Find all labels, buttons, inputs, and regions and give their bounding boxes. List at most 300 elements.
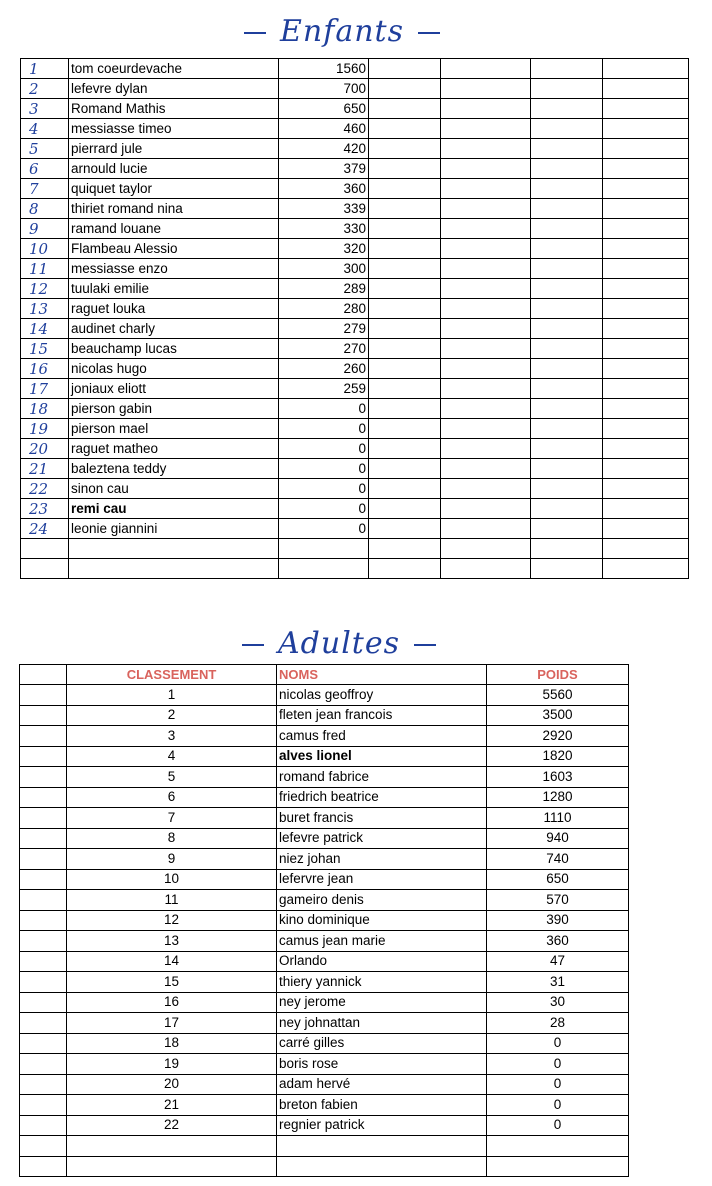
enfant-name: quiquet taylor	[69, 179, 279, 199]
empty-cell	[20, 849, 67, 870]
enfant-name: messiasse timeo	[69, 119, 279, 139]
enfant-number: 17	[21, 379, 69, 399]
adulte-weight: 5560	[487, 685, 629, 706]
empty-cell	[279, 539, 369, 559]
empty-cell	[369, 419, 441, 439]
adulte-rank: 9	[67, 849, 277, 870]
empty-cell	[531, 499, 603, 519]
empty-cell	[531, 319, 603, 339]
empty-cell	[441, 379, 531, 399]
enfants-row	[21, 99, 689, 119]
empty-cell	[369, 279, 441, 299]
enfant-points: 0	[279, 419, 369, 439]
empty-cell	[603, 359, 689, 379]
empty-cell	[531, 199, 603, 219]
adulte-name: buret francis	[277, 808, 487, 829]
empty-cell	[531, 159, 603, 179]
adultes-row	[20, 992, 629, 1013]
adulte-weight: 1110	[487, 808, 629, 829]
adulte-rank: 2	[67, 705, 277, 726]
enfants-table-body	[21, 59, 689, 579]
empty-cell	[20, 828, 67, 849]
adulte-name: lefevre patrick	[277, 828, 487, 849]
empty-cell	[21, 539, 69, 559]
empty-cell	[369, 379, 441, 399]
adulte-rank: 13	[67, 931, 277, 952]
enfant-points: 0	[279, 479, 369, 499]
empty-cell	[369, 119, 441, 139]
adulte-rank: 17	[67, 1013, 277, 1034]
enfant-number: 9	[21, 219, 69, 239]
empty-cell	[20, 951, 67, 972]
empty-cell	[603, 379, 689, 399]
empty-cell	[441, 259, 531, 279]
empty-cell	[603, 159, 689, 179]
adultes-row	[20, 1013, 629, 1034]
empty-cell	[603, 199, 689, 219]
empty-cell	[441, 119, 531, 139]
enfants-row	[21, 339, 689, 359]
empty-cell	[369, 239, 441, 259]
empty-cell	[20, 992, 67, 1013]
adulte-rank: 19	[67, 1054, 277, 1075]
adulte-weight: 47	[487, 951, 629, 972]
adulte-weight: 0	[487, 1033, 629, 1054]
enfant-points: 279	[279, 319, 369, 339]
adulte-name: breton fabien	[277, 1095, 487, 1116]
header-blank	[20, 665, 67, 685]
adulte-weight: 0	[487, 1095, 629, 1116]
empty-cell	[441, 179, 531, 199]
empty-cell	[531, 59, 603, 79]
enfants-row	[21, 519, 689, 539]
empty-cell	[369, 79, 441, 99]
enfant-name: joniaux eliott	[69, 379, 279, 399]
adultes-title	[228, 626, 450, 661]
enfant-number: 3	[21, 99, 69, 119]
empty-cell	[531, 279, 603, 299]
enfant-points: 460	[279, 119, 369, 139]
empty-cell	[20, 1033, 67, 1054]
enfants-empty-row	[21, 559, 689, 579]
enfant-name: messiasse enzo	[69, 259, 279, 279]
empty-cell	[531, 479, 603, 499]
adulte-weight: 570	[487, 890, 629, 911]
enfants-title-text: Enfants	[280, 14, 404, 49]
enfant-number: 8	[21, 199, 69, 219]
empty-cell	[20, 808, 67, 829]
empty-cell	[20, 726, 67, 747]
adulte-rank: 21	[67, 1095, 277, 1116]
empty-cell	[603, 119, 689, 139]
header-noms: NOMS	[277, 665, 487, 685]
adulte-weight: 3500	[487, 705, 629, 726]
empty-cell	[279, 559, 369, 579]
enfant-points: 0	[279, 439, 369, 459]
empty-cell	[531, 459, 603, 479]
enfant-name: pierson gabin	[69, 399, 279, 419]
enfant-name: raguet louka	[69, 299, 279, 319]
enfant-points: 289	[279, 279, 369, 299]
empty-cell	[487, 1136, 629, 1157]
enfant-number: 24	[21, 519, 69, 539]
empty-cell	[67, 1156, 277, 1177]
empty-cell	[20, 1115, 67, 1136]
enfant-points: 0	[279, 519, 369, 539]
empty-cell	[603, 339, 689, 359]
empty-cell	[369, 99, 441, 119]
empty-cell	[369, 359, 441, 379]
empty-cell	[369, 319, 441, 339]
empty-cell	[603, 279, 689, 299]
adulte-weight: 360	[487, 931, 629, 952]
empty-cell	[603, 439, 689, 459]
adulte-name: thiery yannick	[277, 972, 487, 993]
adultes-row	[20, 746, 629, 767]
enfant-name: tom coeurdevache	[69, 59, 279, 79]
empty-cell	[369, 259, 441, 279]
adulte-weight: 650	[487, 869, 629, 890]
adulte-name: adam hervé	[277, 1074, 487, 1095]
adulte-name: friedrich beatrice	[277, 787, 487, 808]
adultes-row	[20, 910, 629, 931]
title-dash	[418, 32, 440, 34]
empty-cell	[369, 459, 441, 479]
adulte-rank: 20	[67, 1074, 277, 1095]
empty-cell	[441, 319, 531, 339]
empty-cell	[603, 459, 689, 479]
enfants-row	[21, 439, 689, 459]
adulte-name: ney jerome	[277, 992, 487, 1013]
adulte-name: camus fred	[277, 726, 487, 747]
empty-cell	[369, 139, 441, 159]
adulte-rank: 8	[67, 828, 277, 849]
empty-cell	[531, 399, 603, 419]
empty-cell	[441, 79, 531, 99]
enfants-row	[21, 139, 689, 159]
empty-cell	[20, 705, 67, 726]
enfant-points: 379	[279, 159, 369, 179]
enfant-name: leonie giannini	[69, 519, 279, 539]
empty-cell	[531, 239, 603, 259]
enfants-row	[21, 259, 689, 279]
adultes-row	[20, 1095, 629, 1116]
empty-cell	[20, 1156, 67, 1177]
adulte-rank: 5	[67, 767, 277, 788]
adultes-row	[20, 705, 629, 726]
empty-cell	[531, 559, 603, 579]
adultes-row	[20, 1033, 629, 1054]
enfant-number: 15	[21, 339, 69, 359]
enfant-number: 7	[21, 179, 69, 199]
empty-cell	[369, 199, 441, 219]
empty-cell	[603, 319, 689, 339]
enfants-row	[21, 419, 689, 439]
adultes-row	[20, 1054, 629, 1075]
empty-cell	[369, 179, 441, 199]
enfant-name: Romand Mathis	[69, 99, 279, 119]
empty-cell	[20, 1095, 67, 1116]
empty-cell	[603, 559, 689, 579]
enfant-number: 21	[21, 459, 69, 479]
enfant-points: 1560	[279, 59, 369, 79]
enfant-name: tuulaki emilie	[69, 279, 279, 299]
enfant-points: 300	[279, 259, 369, 279]
title-dash	[244, 32, 266, 34]
adulte-weight: 0	[487, 1074, 629, 1095]
enfant-name: ramand louane	[69, 219, 279, 239]
enfant-number: 6	[21, 159, 69, 179]
empty-cell	[369, 339, 441, 359]
empty-cell	[531, 539, 603, 559]
empty-cell	[603, 139, 689, 159]
empty-cell	[603, 219, 689, 239]
empty-cell	[603, 99, 689, 119]
empty-cell	[531, 379, 603, 399]
adultes-row	[20, 931, 629, 952]
empty-cell	[603, 419, 689, 439]
adulte-weight: 740	[487, 849, 629, 870]
empty-cell	[531, 339, 603, 359]
enfants-table	[20, 58, 689, 579]
empty-cell	[603, 519, 689, 539]
empty-cell	[69, 539, 279, 559]
adulte-name: regnier patrick	[277, 1115, 487, 1136]
header-classement: CLASSEMENT	[67, 665, 277, 685]
empty-cell	[603, 299, 689, 319]
empty-cell	[441, 499, 531, 519]
empty-cell	[20, 890, 67, 911]
adultes-row	[20, 787, 629, 808]
empty-cell	[441, 419, 531, 439]
empty-cell	[603, 179, 689, 199]
empty-cell	[369, 399, 441, 419]
enfant-number: 10	[21, 239, 69, 259]
empty-cell	[603, 499, 689, 519]
adultes-row	[20, 972, 629, 993]
empty-cell	[531, 359, 603, 379]
enfant-name: lefevre dylan	[69, 79, 279, 99]
enfant-number: 18	[21, 399, 69, 419]
empty-cell	[441, 299, 531, 319]
adulte-weight: 1603	[487, 767, 629, 788]
empty-cell	[531, 139, 603, 159]
enfant-number: 22	[21, 479, 69, 499]
title-dash	[414, 644, 436, 646]
adulte-weight: 940	[487, 828, 629, 849]
adulte-weight: 28	[487, 1013, 629, 1034]
enfants-title	[230, 14, 454, 49]
empty-cell	[20, 869, 67, 890]
adultes-row	[20, 1115, 629, 1136]
enfant-name: thiriet romand nina	[69, 199, 279, 219]
empty-cell	[369, 299, 441, 319]
empty-cell	[531, 419, 603, 439]
empty-cell	[20, 972, 67, 993]
enfants-row	[21, 239, 689, 259]
empty-cell	[441, 339, 531, 359]
empty-cell	[20, 1054, 67, 1075]
empty-cell	[441, 239, 531, 259]
empty-cell	[369, 439, 441, 459]
empty-cell	[603, 399, 689, 419]
empty-cell	[21, 559, 69, 579]
adulte-rank: 15	[67, 972, 277, 993]
enfant-points: 260	[279, 359, 369, 379]
adulte-rank: 18	[67, 1033, 277, 1054]
enfant-number: 1	[21, 59, 69, 79]
adultes-title-text: Adultes	[278, 626, 400, 661]
adultes-row	[20, 726, 629, 747]
enfants-row	[21, 499, 689, 519]
empty-cell	[441, 99, 531, 119]
enfants-row	[21, 219, 689, 239]
enfants-row	[21, 119, 689, 139]
adulte-weight: 0	[487, 1054, 629, 1075]
empty-cell	[369, 519, 441, 539]
adulte-weight: 390	[487, 910, 629, 931]
adulte-rank: 16	[67, 992, 277, 1013]
enfant-number: 5	[21, 139, 69, 159]
adulte-weight: 0	[487, 1115, 629, 1136]
empty-cell	[441, 199, 531, 219]
adulte-weight: 2920	[487, 726, 629, 747]
empty-cell	[441, 359, 531, 379]
empty-cell	[441, 399, 531, 419]
adulte-name: Orlando	[277, 951, 487, 972]
adulte-name: ney johnattan	[277, 1013, 487, 1034]
enfant-number: 12	[21, 279, 69, 299]
enfants-row	[21, 279, 689, 299]
header-poids: POIDS	[487, 665, 629, 685]
adulte-rank: 11	[67, 890, 277, 911]
adulte-name: lefervre jean	[277, 869, 487, 890]
adultes-row	[20, 808, 629, 829]
empty-cell	[531, 299, 603, 319]
adulte-weight: 30	[487, 992, 629, 1013]
enfant-number: 11	[21, 259, 69, 279]
empty-cell	[531, 179, 603, 199]
enfant-points: 330	[279, 219, 369, 239]
empty-cell	[369, 159, 441, 179]
enfants-row	[21, 379, 689, 399]
enfant-name: raguet matheo	[69, 439, 279, 459]
enfants-row	[21, 199, 689, 219]
adulte-weight: 1280	[487, 787, 629, 808]
adulte-name: gameiro denis	[277, 890, 487, 911]
enfants-row	[21, 59, 689, 79]
enfant-name: arnould lucie	[69, 159, 279, 179]
empty-cell	[441, 279, 531, 299]
adulte-name: kino dominique	[277, 910, 487, 931]
enfant-name: pierrard jule	[69, 139, 279, 159]
enfant-points: 420	[279, 139, 369, 159]
enfant-points: 339	[279, 199, 369, 219]
enfant-number: 4	[21, 119, 69, 139]
enfants-row	[21, 359, 689, 379]
adulte-weight: 31	[487, 972, 629, 993]
adulte-name: niez johan	[277, 849, 487, 870]
enfant-points: 259	[279, 379, 369, 399]
adultes-row	[20, 767, 629, 788]
empty-cell	[20, 746, 67, 767]
enfants-row	[21, 459, 689, 479]
empty-cell	[20, 1074, 67, 1095]
adultes-row	[20, 951, 629, 972]
empty-cell	[69, 559, 279, 579]
empty-cell	[20, 767, 67, 788]
enfant-name: audinet charly	[69, 319, 279, 339]
enfant-number: 2	[21, 79, 69, 99]
empty-cell	[531, 79, 603, 99]
empty-cell	[603, 539, 689, 559]
adulte-rank: 22	[67, 1115, 277, 1136]
empty-cell	[531, 259, 603, 279]
enfants-row	[21, 179, 689, 199]
adulte-rank: 3	[67, 726, 277, 747]
enfant-name: remi cau	[69, 499, 279, 519]
empty-cell	[441, 539, 531, 559]
empty-cell	[369, 559, 441, 579]
enfants-row	[21, 399, 689, 419]
adultes-row	[20, 890, 629, 911]
empty-cell	[603, 79, 689, 99]
adulte-rank: 7	[67, 808, 277, 829]
enfant-number: 19	[21, 419, 69, 439]
empty-cell	[441, 519, 531, 539]
enfant-name: Flambeau Alessio	[69, 239, 279, 259]
empty-cell	[603, 59, 689, 79]
adulte-name: romand fabrice	[277, 767, 487, 788]
empty-cell	[20, 931, 67, 952]
empty-cell	[531, 219, 603, 239]
adultes-empty-row	[20, 1136, 629, 1157]
enfant-points: 0	[279, 499, 369, 519]
enfant-points: 700	[279, 79, 369, 99]
adultes-row	[20, 849, 629, 870]
adulte-rank: 14	[67, 951, 277, 972]
enfant-points: 650	[279, 99, 369, 119]
enfant-points: 0	[279, 459, 369, 479]
enfant-number: 20	[21, 439, 69, 459]
enfant-number: 16	[21, 359, 69, 379]
enfants-row	[21, 159, 689, 179]
enfants-row	[21, 299, 689, 319]
adulte-rank: 4	[67, 746, 277, 767]
empty-cell	[603, 239, 689, 259]
empty-cell	[369, 539, 441, 559]
adulte-name: carré gilles	[277, 1033, 487, 1054]
empty-cell	[67, 1136, 277, 1157]
enfant-number: 14	[21, 319, 69, 339]
adulte-name: fleten jean francois	[277, 705, 487, 726]
enfant-name: beauchamp lucas	[69, 339, 279, 359]
empty-cell	[603, 479, 689, 499]
adulte-name: camus jean marie	[277, 931, 487, 952]
empty-cell	[20, 685, 67, 706]
adultes-table-body	[20, 685, 629, 1177]
adulte-name: alves lionel	[277, 746, 487, 767]
enfant-name: baleztena teddy	[69, 459, 279, 479]
empty-cell	[441, 439, 531, 459]
empty-cell	[369, 219, 441, 239]
adultes-row	[20, 869, 629, 890]
adultes-header-row	[20, 665, 629, 685]
empty-cell	[277, 1136, 487, 1157]
adultes-row	[20, 1074, 629, 1095]
empty-cell	[441, 559, 531, 579]
enfant-name: pierson mael	[69, 419, 279, 439]
